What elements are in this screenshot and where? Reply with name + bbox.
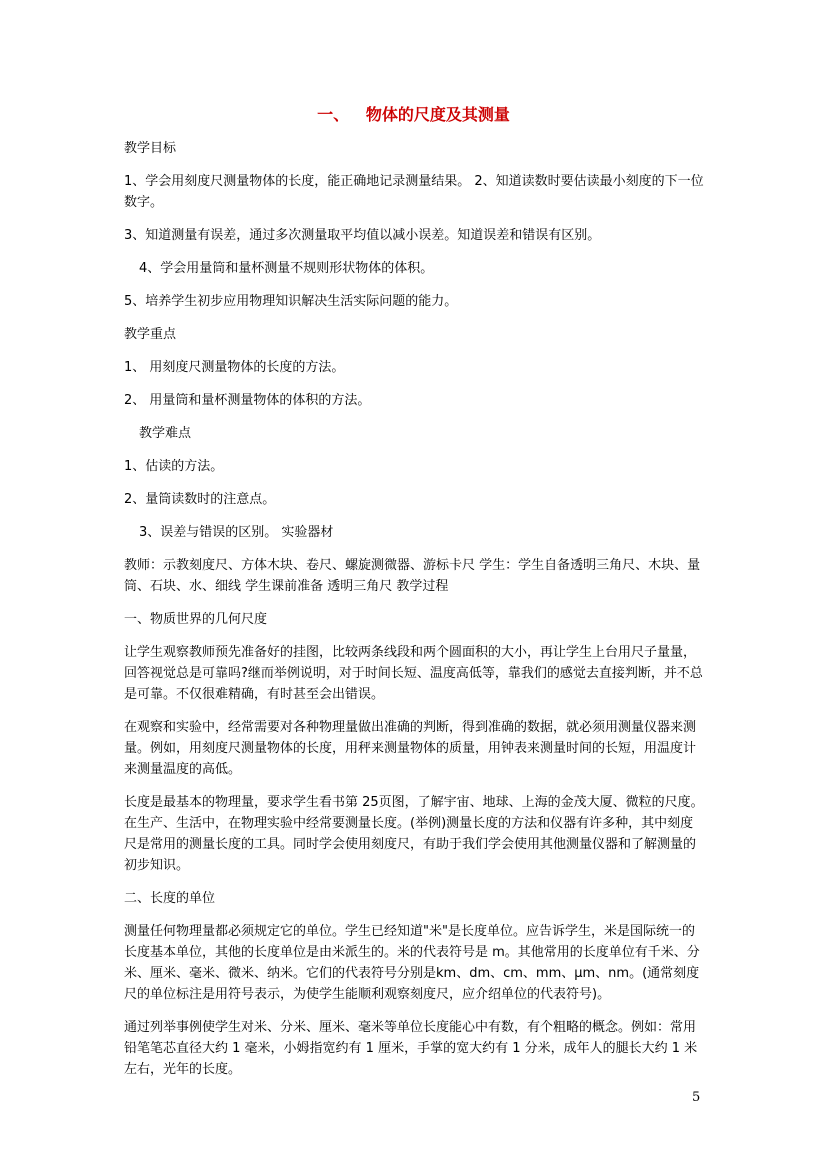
paragraph: 1、 用刻度尺测量物体的长度的方法。 <box>124 360 345 375</box>
document-body <box>124 138 706 1092</box>
paragraph: 3、误差与错误的区别。 实验器材 <box>139 525 334 540</box>
section-heading-objectives: 教学目标 <box>124 141 177 156</box>
section-heading-length-units: 二、长度的单位 <box>124 891 216 906</box>
paragraph: 2、量筒读数时的注意点。 <box>124 492 276 507</box>
paragraph: 测量任何物理量都必须规定它的单位。学生已经知道"米"是长度单位。应告诉学生，米是国际统一的长度基本单位，其他的长度单位是由米派生的。米的代表符号是 m。其他常用的长度单位有千米、分米、厘米、毫米、微米、纳米。它们的代表符号分别是km、dm、cm、mm、μm、nm。(通常刻度尺的单位标注是用符号表示，为使学生能顺利观察刻度尺，应介绍单位的代表符号)。 <box>124 924 700 1002</box>
paragraph: 教师：示教刻度尺、方体木块、卷尺、螺旋测微器、游标卡尺 学生：学生自备透明三角尺、木块、量筒、石块、水、细线 学生课前准备 透明三角尺 教学过程 <box>124 558 701 594</box>
paragraph: 4、学会用量筒和量杯测量不规则形状物体的体积。 <box>139 261 434 276</box>
paragraph: 在观察和实验中，经常需要对各种物理量做出准确的判断，得到准确的数据，就必须用测量仪器来测量。例如，用刻度尺测量物体的长度，用秤来测量物体的质量，用钟表来测量时间的长短，用温度计来测量温度的高低。 <box>124 720 697 777</box>
paragraph: 1、学会用刻度尺测量物体的长度，能正确地记录测量结果。 2、知道读数时要估读最小刻度的下一位数字。 <box>124 174 704 210</box>
paragraph: 3、知道测量有误差，通过多次测量取平均值以减小误差。知道误差和错误有区别。 <box>124 228 601 243</box>
page-number: 5 <box>692 1090 701 1105</box>
paragraph: 5、培养学生初步应用物理知识解决生活实际问题的能力。 <box>124 294 458 309</box>
paragraph: 2、 用量筒和量杯测量物体的体积的方法。 <box>124 393 371 408</box>
paragraph: 1、估读的方法。 <box>124 459 224 474</box>
paragraph: 长度是最基本的物理量，要求学生看书第 25页图，了解宇宙、地球、上海的金茂大厦、微粒的尺度。在生产、生活中，在物理实验中经常要测量长度。(举例)测量长度的方法和仪器有许多种，其中刻度尺是常用的测量长度的工具。同时学会使用刻度尺，有助于我们学会使用其他测量仪器和了解测量的初步知识。 <box>124 795 704 873</box>
section-heading-geometric-scale: 一、物质世界的几何尺度 <box>124 612 268 627</box>
section-heading-key-points: 教学重点 <box>124 327 177 342</box>
document-title: 一、 物体的尺度及其测量 <box>317 105 510 124</box>
paragraph: 让学生观察教师预先准备好的挂图，比较两条线段和两个圆面积的大小，再让学生上台用尺子量量，回答视觉总是可靠吗?继而举例说明，对于时间长短、温度高低等，靠我们的感觉去直接判断，并不总是可靠。不仅很难精确，有时甚至会出错误。 <box>124 645 703 702</box>
section-heading-difficulties: 教学难点 <box>139 426 192 441</box>
paragraph: 通过列举事例使学生对米、分米、厘米、毫米等单位长度能心中有数，有个粗略的概念。例如：常用铅笔笔芯直径大约 1 毫米，小姆指宽约有 1 厘米，手掌的宽大约有 1 分米，成年人的腿长大约 1 米左右，光年的长度。 <box>124 1020 698 1077</box>
